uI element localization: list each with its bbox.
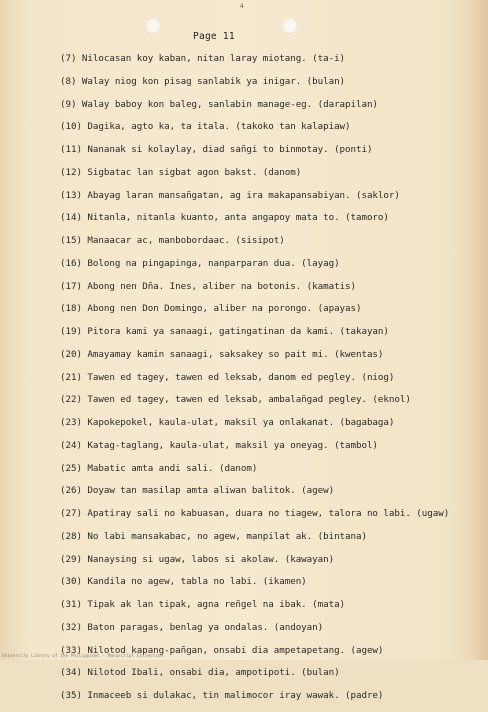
- riddle-line: (12) Sigbatac lan sigbat agon bakst. (danom): [60, 166, 302, 178]
- riddle-line: (9) Walay baboy kon baleg, sanlabin manage-eg. (darapilan): [60, 98, 378, 110]
- riddle-line: (25) Mabatic amta andi sali. (danom): [60, 462, 258, 474]
- top-mark: 4: [240, 3, 244, 10]
- paper-edge-shadow: [470, 0, 488, 660]
- riddle-line: (24) Katag-taglang, kaula-ulat, maksil ya oneyag. (tambol): [60, 439, 378, 451]
- riddle-line: (11) Nananak si kolaylay, diad sañgi to binmotay. (ponti): [60, 144, 373, 155]
- riddle-line: (14) Nitanla, nitanla kuanto, anta angapoy mata to. (tamoro): [60, 212, 389, 224]
- riddle-line: (29) Nanaysing si ugaw, labos si akolaw. (kawayan): [60, 553, 335, 565]
- riddle-line: (30) Kandila no agew, tabla no labi. (ikamen): [60, 576, 307, 588]
- riddle-line: (28) No labi mansakabac, no agew, manpilat ak. (bintana): [60, 530, 367, 542]
- riddle-line: (32) Baton paragas, benlag ya ondalas. (andoyan): [60, 621, 324, 633]
- riddle-line: (7) Nilocasan koy kaban, nitan laray miotang. (ta-i): [60, 53, 346, 64]
- riddle-line: (19) Pitora kami ya sanaagi, gatingatinan da kami. (takayan): [60, 326, 389, 337]
- riddle-line: (31) Tipak ak lan tipak, agna reñgel na ibak. (mata): [60, 599, 346, 610]
- riddle-line: (18) Abong nen Don Domingo, aliber na porongo. (apayas): [60, 303, 362, 315]
- riddle-line: (22) Tawen ed tagey, tawen ed leksab, ambalañgad pegley. (eknol): [60, 394, 411, 406]
- riddle-line: (35) Inmaceeb si dulakac, tin malimocor iray wawak. (padre): [60, 690, 384, 701]
- riddle-line: (33) Nilotod kapang-pañgan, onsabi dia ampetapetang. (agew): [60, 644, 384, 656]
- punch-hole-right-icon: [282, 18, 298, 34]
- riddle-line: (13) Abayag laran mansañgatan, ag ira makapansabiyan. (saklor): [60, 189, 400, 201]
- riddle-line: (20) Amayamay kamin sanaagi, saksakey so pait mi. (kwentas): [60, 348, 384, 360]
- riddle-line: (34) Nilotod Ibali, onsabi dia, ampotipoti. (bulan): [60, 667, 340, 679]
- punch-hole-left-icon: [145, 18, 161, 34]
- riddle-line: (21) Tawen ed tagey, tawen ed leksab, danom ed pegley. (niog): [60, 371, 395, 383]
- riddle-line: (16) Bolong na pingapinga, nanparparan dua. (layag): [60, 257, 340, 269]
- riddle-line: (15) Manaacar ac, manbobordaac. (sisipot): [60, 235, 285, 246]
- riddle-line: (17) Abong nen Dña. Ines, aliber na botonis. (kamatis): [60, 280, 356, 292]
- riddle-line: (10) Dagika, agto ka, ta itala. (takoko tan kalapiaw): [60, 121, 351, 133]
- riddle-line: (8) Walay niog kon pisag sanlabik ya inigar. (bulan): [60, 75, 346, 87]
- riddle-line: (23) Kapokepokel, kaula-ulat, maksil ya onlakanat. (bagabaga): [60, 417, 395, 428]
- riddle-line: (27) Apatiray sali no kabuasan, duara no tiagew, talora no labi. (ugaw): [60, 508, 450, 519]
- archive-footer-note: University Library of the Philippines · Manuscript Collection: [2, 654, 164, 659]
- riddle-list: [60, 52, 470, 712]
- page-number: Page 11: [193, 31, 235, 42]
- riddle-line: (26) Doyaw tan masilap amta aliwan balitok. (agew): [60, 485, 335, 497]
